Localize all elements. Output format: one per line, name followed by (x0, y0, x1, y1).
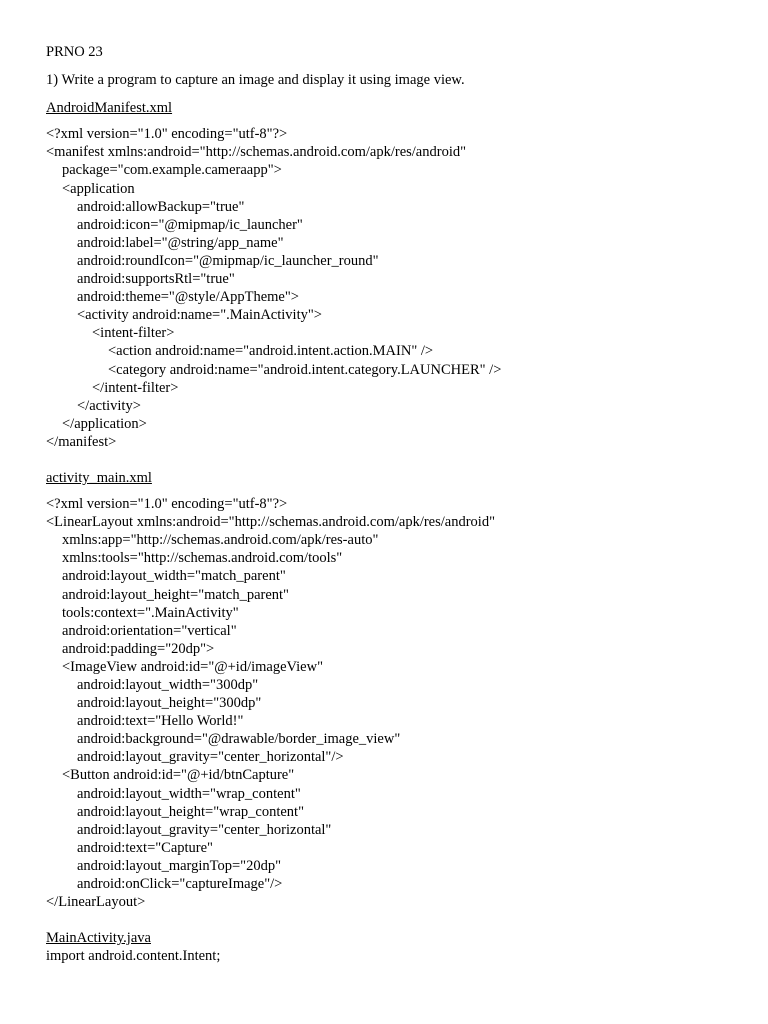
code-line: android:layout_marginTop="20dp" (77, 857, 281, 874)
layout-code-block (46, 495, 746, 911)
code-line: android:layout_width="300dp" (77, 677, 259, 693)
code-line: android:orientation="vertical" (62, 622, 237, 639)
code-line: </manifest> (46, 433, 117, 450)
page-title: PRNO 23 (46, 44, 103, 60)
code-line: <activity android:name=".MainActivity"> (77, 307, 322, 324)
code-line: <?xml version="1.0" encoding="utf-8"?> (46, 496, 288, 513)
code-line: xmlns:tools="http://schemas.android.com/tools" (62, 550, 343, 567)
code-line: android:layout_height="300dp" (77, 695, 262, 712)
code-line: </LinearLayout> (46, 894, 146, 911)
code-line: android:background="@drawable/border_image_view" (77, 731, 401, 748)
code-line: tools:context=".MainActivity" (62, 604, 239, 621)
code-line: android:layout_height="wrap_content" (77, 803, 304, 820)
code-line: android:text="Hello World!" (77, 713, 244, 730)
code-line: <action android:name="android.intent.action.MAIN" /> (108, 343, 434, 360)
code-line: android:icon="@mipmap/ic_launcher" (77, 216, 303, 233)
manifest-heading: AndroidManifest.xml (46, 100, 173, 117)
code-line: android:layout_width="wrap_content" (77, 785, 301, 802)
code-line: <application (62, 180, 135, 197)
code-line: package="com.example.cameraapp"> (62, 162, 282, 179)
java-code-block (46, 947, 746, 965)
code-line: xmlns:app="http://schemas.android.com/apk/res-auto" (62, 532, 379, 549)
code-line: android:layout_gravity="center_horizontal" (77, 821, 332, 838)
code-line: android:layout_height="match_parent" (62, 586, 289, 603)
code-line: </application> (62, 415, 147, 432)
code-line: android:allowBackup="true" (77, 198, 245, 215)
code-line: android:layout_gravity="center_horizontal"/> (77, 749, 344, 766)
code-line: <ImageView android:id="@+id/imageView" (62, 658, 323, 675)
code-line: android:theme="@style/AppTheme"> (77, 289, 299, 306)
code-line: android:supportsRtl="true" (77, 271, 235, 288)
code-line: <Button android:id="@+id/btnCapture" (62, 767, 295, 784)
code-line: android:label="@string/app_name" (77, 234, 284, 251)
question-text: 1) Write a program to capture an image and display it using image view. (46, 72, 465, 89)
code-line: <?xml version="1.0" encoding="utf-8"?> (46, 126, 288, 143)
document-page (46, 43, 746, 965)
code-line: android:layout_width="match_parent" (62, 568, 286, 585)
code-line: <LinearLayout xmlns:android="http://schemas.android.com/apk/res/android" (46, 514, 495, 531)
java-heading: MainActivity.java (46, 930, 151, 947)
code-line: </intent-filter> (92, 379, 179, 396)
code-line: <intent-filter> (92, 325, 175, 342)
code-line: android:onClick="captureImage"/> (77, 876, 283, 893)
code-line: <category android:name="android.intent.category.LAUNCHER" /> (108, 361, 502, 378)
code-line: </activity> (77, 397, 141, 414)
code-line: <manifest xmlns:android="http://schemas.android.com/apk/res/android" (46, 144, 467, 161)
layout-heading: activity_main.xml (46, 469, 152, 486)
code-line: android:roundIcon="@mipmap/ic_launcher_round" (77, 252, 379, 269)
code-line: android:text="Capture" (77, 839, 213, 856)
manifest-code-block (46, 125, 746, 451)
code-line: android:padding="20dp"> (62, 640, 215, 657)
code-line: import android.content.Intent; (46, 948, 221, 965)
